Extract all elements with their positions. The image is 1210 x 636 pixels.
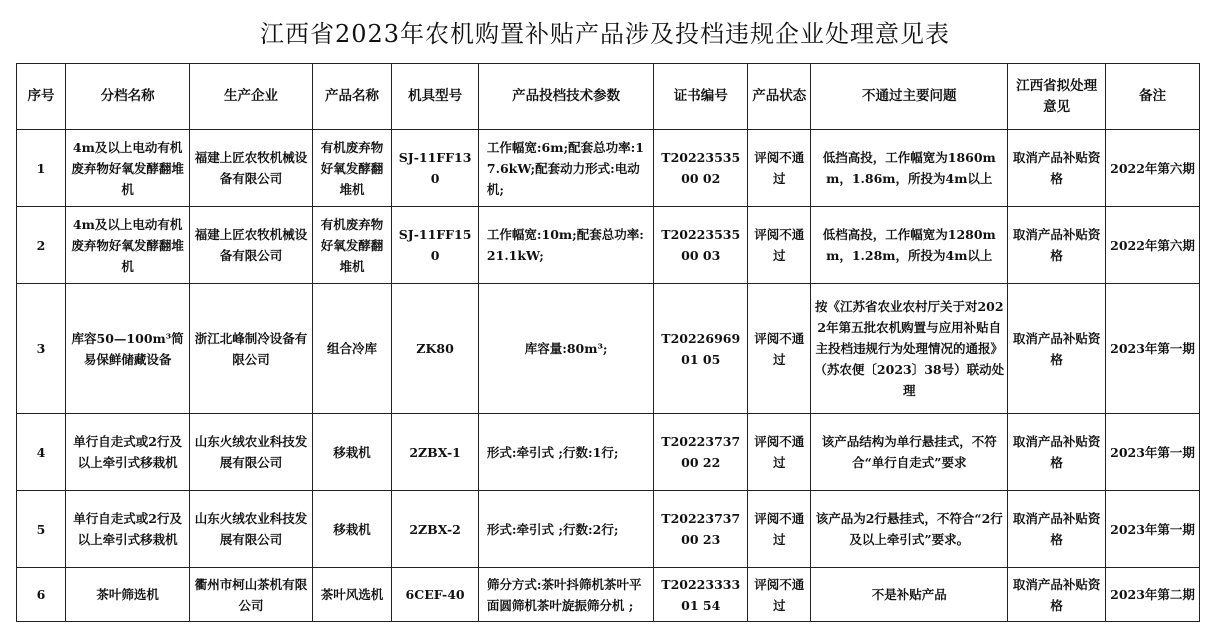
cell-category: 茶叶筛选机 bbox=[65, 568, 189, 622]
cell-no: 4 bbox=[17, 414, 66, 491]
cell-product: 移栽机 bbox=[312, 491, 392, 568]
cell-issue: 不是补贴产品 bbox=[811, 568, 1008, 622]
cell-opinion: 取消产品补贴资格 bbox=[1008, 130, 1106, 207]
cell-opinion: 取消产品补贴资格 bbox=[1008, 207, 1106, 284]
cell-issue: 低挡高投，工作幅宽为1860mm，1.86m，所投为4m以上 bbox=[811, 130, 1008, 207]
cell-issue: 该产品为2行悬挂式，不符合“2行及以上牵引式”要求。 bbox=[811, 491, 1008, 568]
violation-table bbox=[16, 63, 1200, 622]
cell-company: 福建上匠农牧机械设备有限公司 bbox=[190, 207, 312, 284]
cell-remark: 2023年第二期 bbox=[1106, 568, 1200, 622]
cell-product: 组合冷库 bbox=[312, 284, 392, 414]
table-row bbox=[17, 284, 1200, 414]
table-row bbox=[17, 130, 1200, 207]
header-params: 产品投档技术参数 bbox=[478, 64, 653, 130]
cell-status: 评阅不通过 bbox=[748, 568, 811, 622]
cell-cert: T2022696901 05 bbox=[654, 284, 748, 414]
table-header-row bbox=[17, 64, 1200, 130]
cell-category: 库容50—100m³简易保鲜储藏设备 bbox=[65, 284, 189, 414]
cell-status: 评阅不通过 bbox=[748, 130, 811, 207]
cell-model: 2ZBX-1 bbox=[392, 414, 479, 491]
cell-model: SJ-11FF130 bbox=[392, 130, 479, 207]
cell-params: 工作幅宽:6m;配套总功率:17.6kW;配套动力形式:电动机; bbox=[478, 130, 653, 207]
table-row bbox=[17, 491, 1200, 568]
table-row bbox=[17, 414, 1200, 491]
cell-cert: T2022333301 54 bbox=[654, 568, 748, 622]
cell-product: 有机废弃物好氧发酵翻堆机 bbox=[312, 130, 392, 207]
cell-model: SJ-11FF150 bbox=[392, 207, 479, 284]
cell-company: 山东火绒农业科技发展有限公司 bbox=[190, 491, 312, 568]
header-product: 产品名称 bbox=[312, 64, 392, 130]
cell-model: 2ZBX-2 bbox=[392, 491, 479, 568]
cell-remark: 2023年第一期 bbox=[1106, 284, 1200, 414]
cell-status: 评阅不通过 bbox=[748, 491, 811, 568]
cell-remark: 2023年第一期 bbox=[1106, 491, 1200, 568]
cell-params: 库容量:80m³; bbox=[478, 284, 653, 414]
cell-remark: 2023年第一期 bbox=[1106, 414, 1200, 491]
header-model: 机具型号 bbox=[392, 64, 479, 130]
header-cert: 证书编号 bbox=[654, 64, 748, 130]
cell-params: 形式:牵引式 ;行数:1行; bbox=[478, 414, 653, 491]
cell-company: 浙江北峰制冷设备有限公司 bbox=[190, 284, 312, 414]
cell-params: 形式:牵引式 ;行数:2行; bbox=[478, 491, 653, 568]
header-status: 产品状态 bbox=[748, 64, 811, 130]
table-row bbox=[17, 568, 1200, 622]
cell-issue: 按《江苏省农业农村厅关于对2022年第五批农机购置与应用补贴自主投档违规行为处理情况的通报》（苏农便〔2023〕38号）联动处理 bbox=[811, 284, 1008, 414]
cell-product: 有机废弃物好氧发酵翻堆机 bbox=[312, 207, 392, 284]
page-title: 江西省2023年农机购置补贴产品涉及投档违规企业处理意见表 bbox=[259, 20, 951, 48]
cell-no: 6 bbox=[17, 568, 66, 622]
header-category: 分档名称 bbox=[65, 64, 189, 130]
cell-product: 茶叶风选机 bbox=[312, 568, 392, 622]
cell-cert: T2022373700 23 bbox=[654, 491, 748, 568]
cell-model: ZK80 bbox=[392, 284, 479, 414]
header-issue: 不通过主要问题 bbox=[811, 64, 1008, 130]
table-row bbox=[17, 207, 1200, 284]
cell-params: 工作幅宽:10m;配套总功率:21.1kW; bbox=[478, 207, 653, 284]
cell-no: 5 bbox=[17, 491, 66, 568]
cell-issue: 该产品结构为单行悬挂式，不符合“单行自走式”要求 bbox=[811, 414, 1008, 491]
cell-company: 福建上匠农牧机械设备有限公司 bbox=[190, 130, 312, 207]
cell-opinion: 取消产品补贴资格 bbox=[1008, 491, 1106, 568]
cell-cert: T2022353500 02 bbox=[654, 130, 748, 207]
cell-product: 移栽机 bbox=[312, 414, 392, 491]
cell-cert: T2022353500 03 bbox=[654, 207, 748, 284]
cell-status: 评阅不通过 bbox=[748, 414, 811, 491]
cell-opinion: 取消产品补贴资格 bbox=[1008, 284, 1106, 414]
cell-category: 单行自走式或2行及以上牵引式移栽机 bbox=[65, 414, 189, 491]
cell-company: 衢州市柯山茶机有限公司 bbox=[190, 568, 312, 622]
cell-issue: 低档高投，工作幅宽为1280mm，1.28m，所投为4m以上 bbox=[811, 207, 1008, 284]
header-remark: 备注 bbox=[1106, 64, 1200, 130]
cell-opinion: 取消产品补贴资格 bbox=[1008, 414, 1106, 491]
cell-status: 评阅不通过 bbox=[748, 284, 811, 414]
cell-no: 3 bbox=[17, 284, 66, 414]
cell-category: 4m及以上电动有机废弃物好氧发酵翻堆机 bbox=[65, 130, 189, 207]
cell-company: 山东火绒农业科技发展有限公司 bbox=[190, 414, 312, 491]
cell-no: 2 bbox=[17, 207, 66, 284]
cell-remark: 2022年第六期 bbox=[1106, 130, 1200, 207]
header-no: 序号 bbox=[17, 64, 66, 130]
cell-no: 1 bbox=[17, 130, 66, 207]
cell-cert: T2022373700 22 bbox=[654, 414, 748, 491]
cell-opinion: 取消产品补贴资格 bbox=[1008, 568, 1106, 622]
cell-remark: 2022年第六期 bbox=[1106, 207, 1200, 284]
header-company: 生产企业 bbox=[190, 64, 312, 130]
cell-model: 6CEF-40 bbox=[392, 568, 479, 622]
cell-category: 单行自走式或2行及以上牵引式移栽机 bbox=[65, 491, 189, 568]
cell-params: 筛分方式:茶叶抖筛机茶叶平面圆筛机茶叶旋振筛分机 ; bbox=[478, 568, 653, 622]
cell-category: 4m及以上电动有机废弃物好氧发酵翻堆机 bbox=[65, 207, 189, 284]
header-opinion: 江西省拟处理意见 bbox=[1008, 64, 1106, 130]
cell-status: 评阅不通过 bbox=[748, 207, 811, 284]
